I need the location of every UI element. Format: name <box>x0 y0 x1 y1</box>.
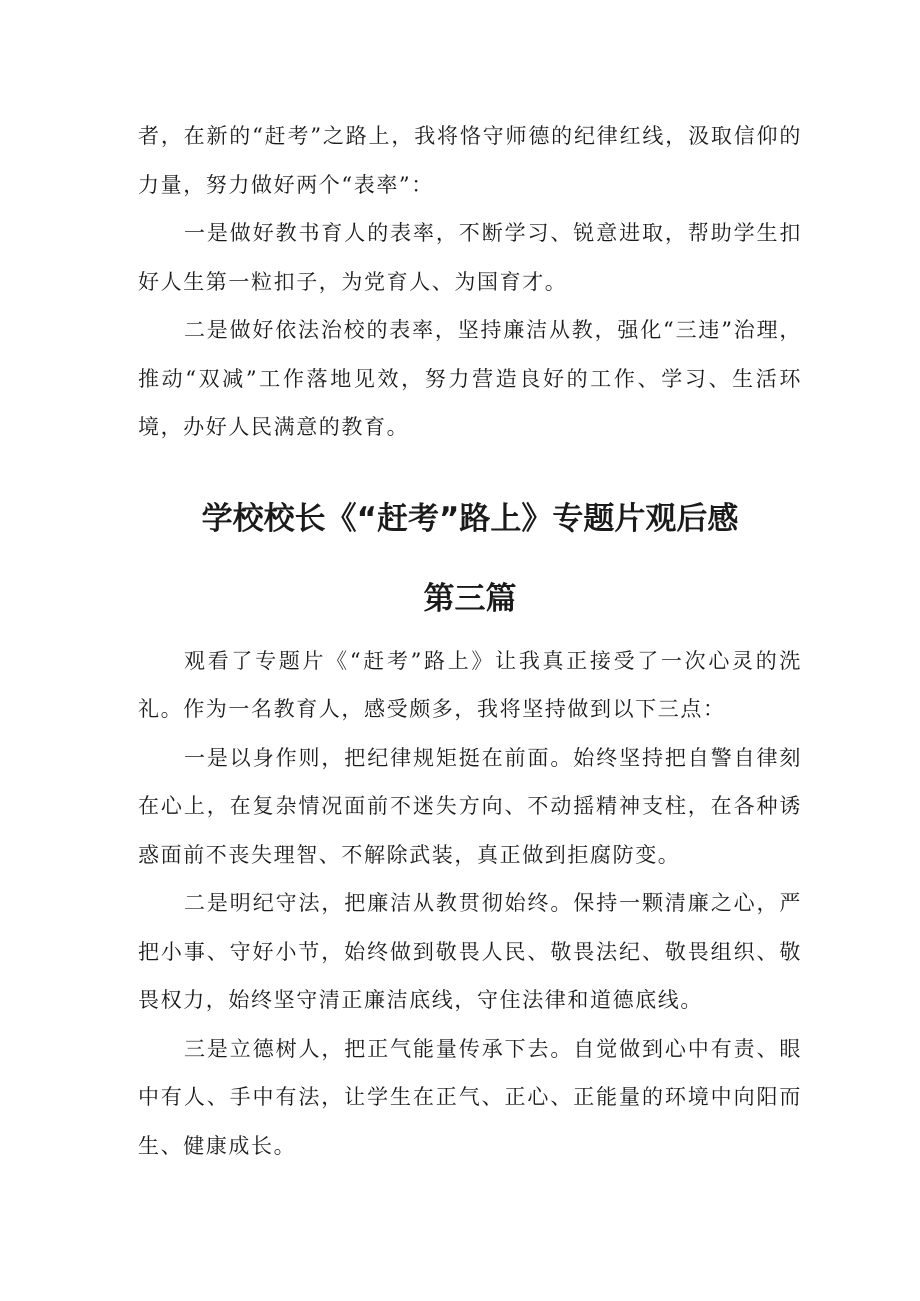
body-paragraph-1: 观看了专题片《“赶考”路上》让我真正接受了一次心灵的洗礼。作为一名教育人，感受颇多，我将坚持做到以下三点： <box>138 648 802 721</box>
body-paragraph-3: 二是明纪守法，把廉洁从教贯彻始终。保持一颗清廉之心，严把小事、守好小节，始终做到敬畏人民、敬畏法纪、敬畏组织、敬畏权力，始终坚守清正廉洁底线，守住法律和道德底线。 <box>138 891 802 1012</box>
section-title: 学校校长《“赶考”路上》专题片观后感 <box>201 500 739 537</box>
body-paragraph-4: 三是立德树人，把正气能量传承下去。自觉做到心中有责、眼中有人、手中有法，让学生在正气、正心、正能量的环境中向阳而生、健康成长。 <box>138 1036 802 1158</box>
section-subtitle: 第三篇 <box>423 580 517 617</box>
body-paragraph-2: 一是以身作则，把纪律规矩挺在前面。始终坚持把自警自律刻在心上，在复杂情况面前不迷失方向、不动摇精神支柱，在各种诱惑面前不丧失理智、不解除武装，真正做到拒腐防变。 <box>138 745 802 867</box>
intro-paragraph-3: 二是做好依法治校的表率，坚持廉洁从教，强化“三违”治理，推动“双减”工作落地见效，努力营造良好的工作、学习、生活环境，办好人民满意的教育。 <box>138 318 802 439</box>
document-content <box>138 112 802 1170</box>
section-heading <box>138 497 802 621</box>
intro-paragraph-2: 一是做好教书育人的表率，不断学习、锐意进取，帮助学生扣好人生第一粒扣子，为党育人、为国育才。 <box>138 221 802 294</box>
intro-paragraph-1: 者，在新的“赶考”之路上，我将恪守师德的纪律红线，汲取信仰的力量，努力做好两个“表率”： <box>138 124 802 197</box>
